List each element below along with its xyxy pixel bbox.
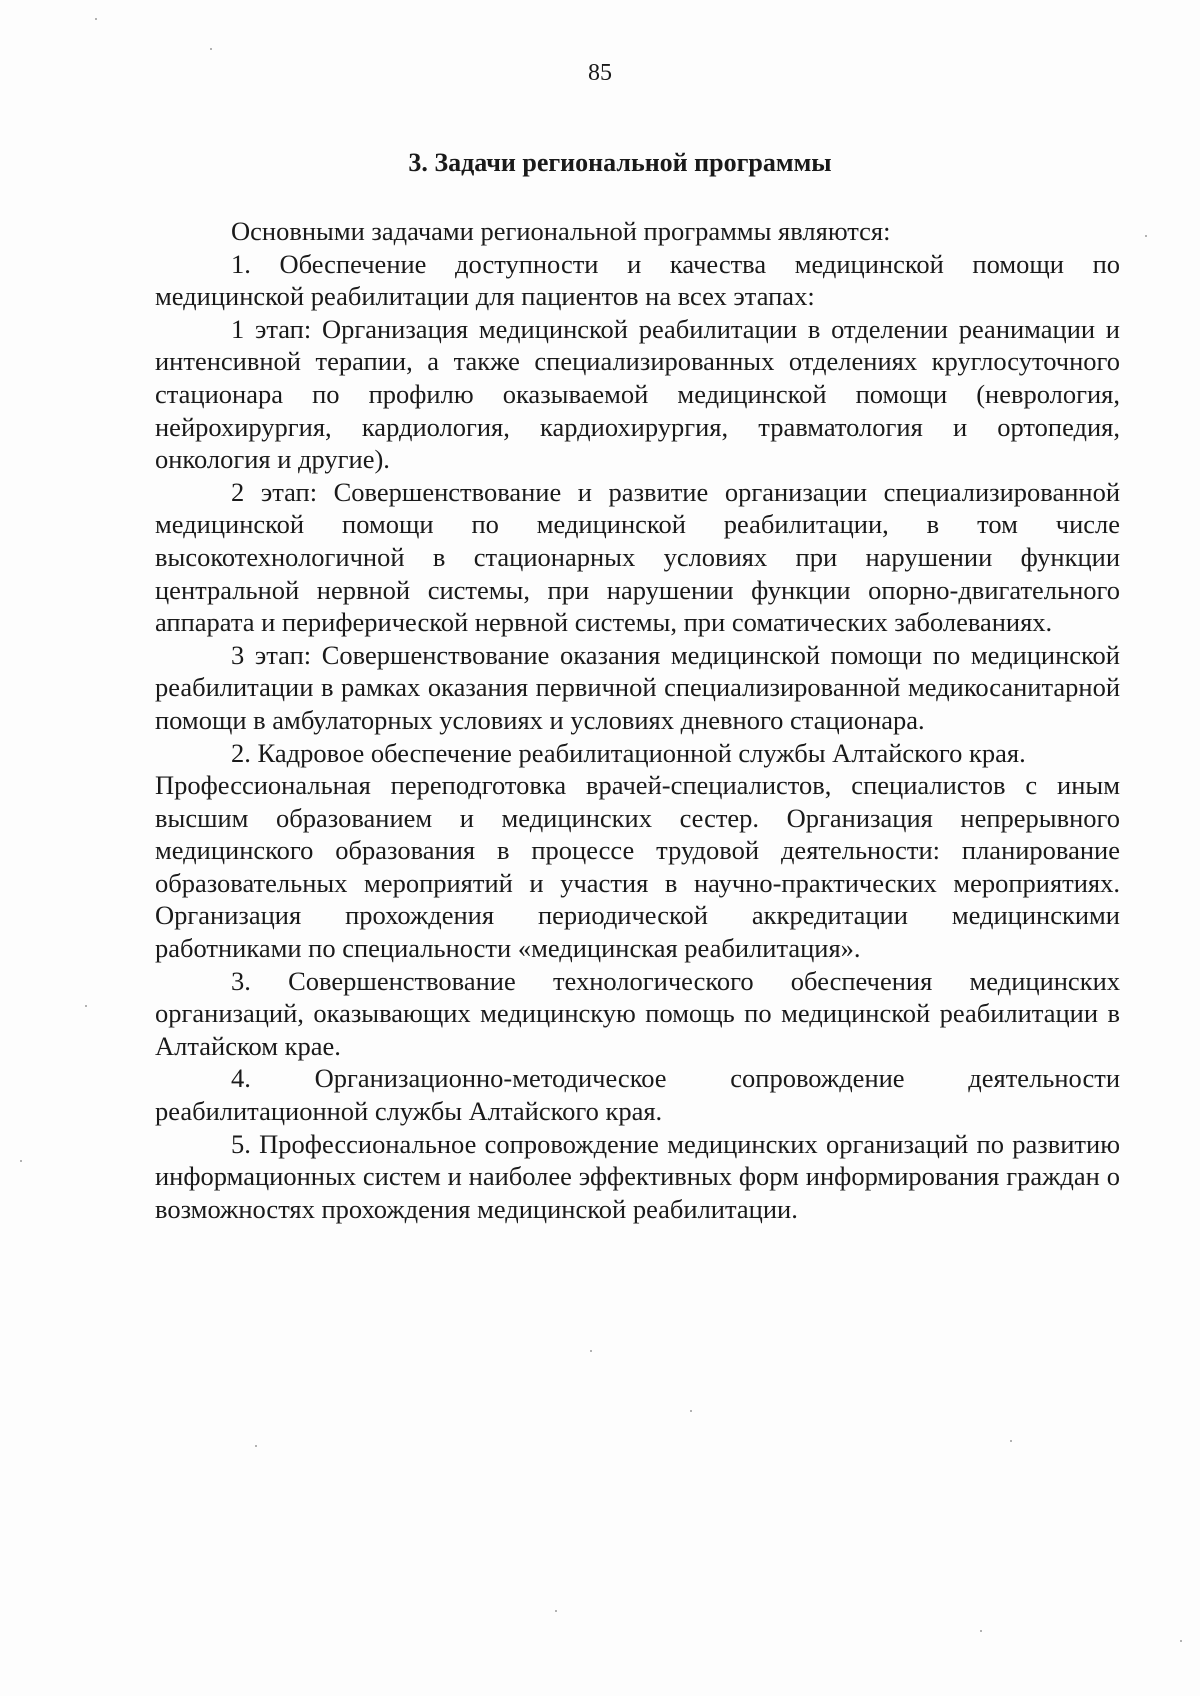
- scan-speck: [555, 1610, 557, 1612]
- paragraph-task-2: 2. Кадровое обеспечение реабилитационной службы Алтайского края.: [231, 737, 1026, 768]
- scan-speck: [590, 1350, 592, 1352]
- scan-speck: [255, 1445, 257, 1447]
- paragraph-stage-1: 1 этап: Организация медицинской реабилитации в отделении реанимации и интенсивной терапии, а также специализированных отделениях круглосуточного стационара по профилю оказываемой медицинской помощи (неврология, нейрохирургия, кардиология, кардиохирургия, травматология и ортопедия, онкология и другие).: [155, 313, 1120, 475]
- scan-speck: [980, 1630, 982, 1632]
- scan-speck: [85, 1005, 87, 1007]
- paragraph-stage-2: 2 этап: Совершенствование и развитие организации специализированной медицинской помощи по медицинской реабилитации, в том числе высокотехнологичной в стационарных условиях при нарушении функции центральной нервной системы, при нарушении функции опорно-двигательного аппарата и периферической нервной системы, при соматических заболеваниях.: [155, 476, 1120, 638]
- page-number: 85: [588, 60, 612, 86]
- scan-speck: [1180, 1640, 1182, 1642]
- body-text: [155, 215, 1120, 1225]
- paragraph-intro: Основными задачами региональной программы являются:: [231, 216, 891, 246]
- scan-speck: [95, 18, 97, 20]
- section-title: 3. Задачи региональной программы: [408, 148, 832, 177]
- paragraph-task-5: 5. Профессиональное сопровождение медицинских организаций по развитию информационных систем и наиболее эффективных форм информирования граждан о возможностях прохождения медицинской реабилитации.: [155, 1128, 1120, 1224]
- paragraph-task-4: 4. Организационно-методическое сопровождение деятельности реабилитационной службы Алтайского края.: [155, 1063, 1120, 1127]
- scan-speck: [690, 1410, 692, 1412]
- scan-speck: [1145, 235, 1147, 237]
- scan-speck: [210, 48, 212, 50]
- paragraph-task-1: 1. Обеспечение доступности и качества медицинской помощи по медицинской реабилитации для пациентов на всех этапах:: [155, 248, 1120, 312]
- scan-speck: [20, 1160, 22, 1162]
- paragraph-stage-3: 3 этап: Совершенствование оказания медицинской помощи по медицинской реабилитации в рамках оказания первичной специализированной медикосанитарной помощи в амбулаторных условиях и условиях дневного стационара.: [155, 639, 1120, 735]
- paragraph-task-3: 3. Совершенствование технологического обеспечения медицинских организаций, оказывающих медицинскую помощь по медицинской реабилитации в Алтайском крае.: [155, 965, 1120, 1061]
- scan-speck: [1010, 1440, 1012, 1442]
- paragraph-task-2-details: Профессиональная переподготовка врачей-специалистов, специалистов с иным высшим образованием и медицинских сестер. Организация непрерывного медицинского образования в процессе трудовой деятельности: планирование образовательных мероприятий и участия в научно-практических мероприятиях. Организация прохождения периодической аккредитации медицинскими работниками по специальности «медицинская реабилитация».: [155, 770, 1120, 964]
